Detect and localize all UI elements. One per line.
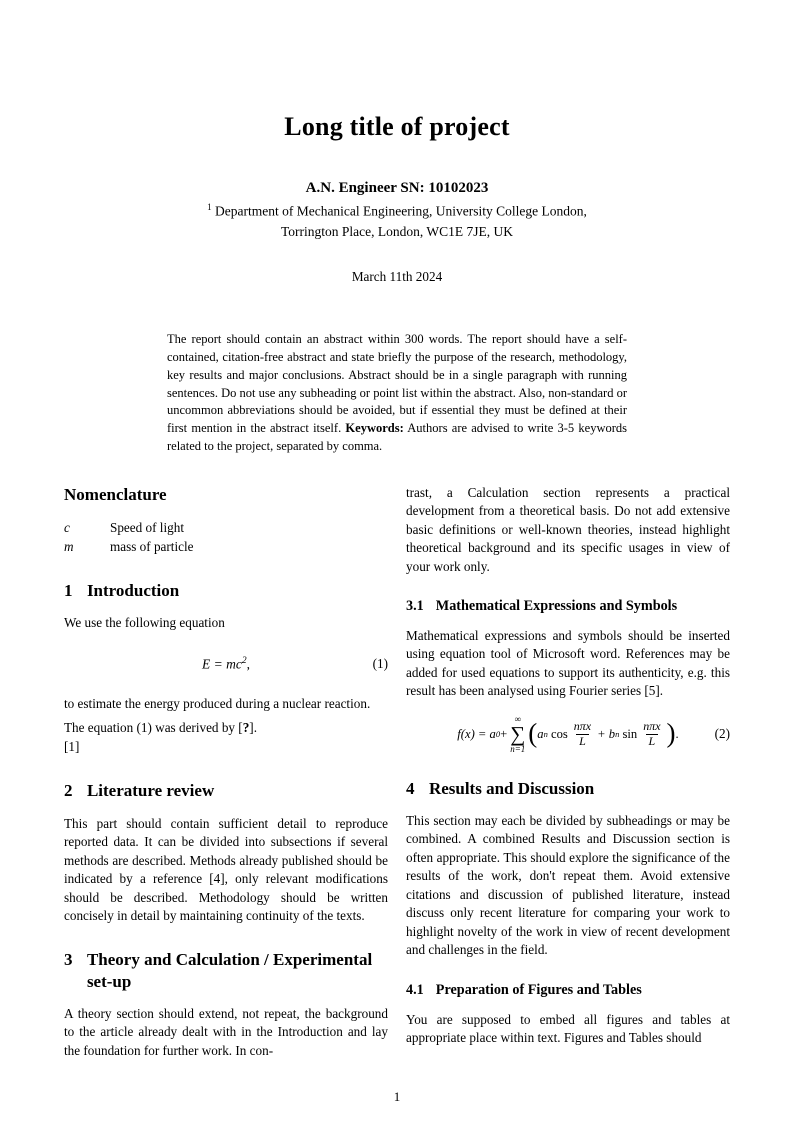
keywords-text: Authors are advised to write 3-5 keywords related to the project, separated by comma. [167, 421, 627, 453]
date-line: March 11th 2024 [351, 269, 443, 285]
heading-theory [64, 949, 388, 992]
affiliation-line2: Torrington Place, London, WC1E 7JE, UK [280, 224, 514, 240]
equation-1-tail: , [246, 656, 250, 672]
paragraph-intro-citation [64, 719, 388, 737]
affiliation-marker: 1 [207, 202, 212, 212]
nomenclature-row [64, 537, 388, 556]
heading-nomenclature-label: Nomenclature [64, 484, 167, 504]
two-column-layout [64, 482, 730, 1071]
affiliation-line1: Department of Mechanical Engineering, University College London, [211, 203, 587, 219]
paragraph-intro-reference: [1] [64, 738, 80, 754]
paragraph-theory-left: A theory section should extend, not repeat, the background to the article already dealt with in the Introduction and lay the foundation for further work. In con- [64, 1005, 388, 1058]
section-number: 2 [64, 781, 73, 801]
fraction-2 [640, 720, 663, 749]
term2-lead: + b [597, 726, 616, 741]
summation-upper-limit: ∞ [514, 713, 521, 724]
heading-nomenclature [64, 484, 388, 505]
equation-1-number: (1) [372, 655, 388, 671]
nomenclature-definition: Speed of light [110, 519, 184, 535]
section-title: Results and Discussion [428, 778, 595, 798]
sigma-symbol: ∑ [510, 721, 526, 746]
heading-math-expressions [406, 598, 730, 616]
section-number: 4 [406, 778, 415, 798]
term1-subscript: n [543, 729, 548, 740]
subsection-number: 4.1 [406, 981, 424, 998]
subsection-title: Preparation of Figures and Tables [435, 981, 642, 998]
heading-results [406, 778, 730, 799]
equation-2-lhs-subscript: 0 [495, 729, 501, 740]
affiliation [64, 201, 730, 243]
nomenclature-list [64, 518, 388, 556]
left-column [64, 482, 388, 1071]
right-column [406, 482, 730, 1071]
paragraph-figures: You are supposed to embed all figures and tables at appropriate place within text. Figures and Tables should [406, 1011, 730, 1046]
summation-lower-limit: n=1 [510, 743, 526, 754]
equation-2-plus: + [500, 726, 508, 741]
abstract [167, 331, 627, 455]
equation-2-tail: . [675, 726, 679, 741]
keywords-label: Keywords: [345, 421, 404, 436]
page-number: 1 [393, 1089, 401, 1104]
fraction-2-numerator: nπx [643, 718, 661, 733]
nomenclature-row [64, 518, 388, 537]
paragraph-results: This section may each be divided by subheadings or may be combined. A combined Results and Discussion section is often appropriate. This should explore the significance of the results of the work, don't repeat them. Avoid extensive citations and discussion of published literature, instead discuss only recent literature for comparing your work to highlight novelty of the work in view of recent development and challenges in the field. [406, 812, 730, 958]
paragraph-intro-continuation: to estimate the energy produced during a nuclear reaction. [64, 695, 371, 711]
subsection-title: Mathematical Expressions and Symbols [435, 598, 678, 615]
fraction-1-denominator: L [576, 734, 589, 749]
nomenclature-symbol: m [64, 538, 74, 554]
section-number: 1 [64, 581, 73, 601]
fraction-1-numerator: nπx [573, 718, 592, 733]
author-line [64, 180, 730, 197]
citation-text-post: ]. [249, 720, 257, 736]
heading-figures-tables [406, 982, 730, 1000]
summation-operator [510, 715, 525, 754]
term1-function: cos [551, 726, 568, 741]
abstract-text: The report should contain an abstract within 300 words. The report should have a self-contained, citation-free abstract and state briefly the purpose of the research, methodology, key results and major conclusions. Abstract should be in a single paragraph with running sentences. Do not use any subheading or point list within the abstract. Also, non-standard or uncommon abbreviations should be avoided, but if essential they must be defined at their first mention in the abstract itself. [167, 332, 627, 436]
equation-1-body [202, 656, 250, 673]
heading-literature-review [64, 780, 388, 801]
equation-1-expression: E = mc [202, 656, 242, 672]
equation-2: f(x) = a 0 + ∞ ∑ n=1 ( a n cos $\frac{\text{nπx}}{L}$ + b n sin $\frac{\text{nπx}}{L}$ ) . (2) [457, 713, 730, 754]
equation-1-exponent: 2 [241, 655, 247, 666]
nomenclature-symbol: c [64, 519, 70, 535]
term2-function: sin [622, 726, 638, 741]
equation-2-lhs: f(x) = a [457, 726, 496, 741]
section-title: Introduction [86, 581, 180, 601]
author-name: A.N. Engineer SN: 10102023 [305, 180, 489, 196]
subsection-number: 3.1 [406, 598, 424, 615]
paper-title: Long title of project [284, 112, 510, 141]
paragraph-math-expressions: Mathematical expressions and symbols should be inserted using equation tool of Microsoft word. References may be added for used equations to support its authenticity, e.g. this result has been analysed using Fourier series [5]. [406, 627, 730, 699]
heading-introduction [64, 580, 388, 601]
paragraph-intro-lead: We use the following equation [64, 615, 225, 631]
citation-missing-marker: ? [242, 720, 250, 736]
citation-text-pre: The equation (1) was derived by [ [64, 720, 243, 736]
section-title: Theory and Calculation / Experimental set-up [86, 950, 373, 991]
term2-subscript: n [615, 729, 620, 740]
term1-coefficient: a [537, 726, 544, 741]
fraction-2-denominator: L [646, 734, 659, 749]
paragraph-theory-right: trast, a Calculation section represents a practical development from a theoretical basis. Do not add extensive basic definitions or well-known theories, instead highlight theoretical background and its specific usages in view of your work only. [406, 484, 730, 574]
nomenclature-definition: mass of particle [110, 538, 194, 554]
section-number: 3 [64, 950, 73, 970]
paragraph-literature: This part should contain sufficient detail to reproduce reported data. It can be divided into subsections if several methods are described. Methods already published should be indicated by a reference [4], only relevant modifications should be described. Methodology should be written concisely in detail by maintaining continuity of the texts. [64, 815, 388, 923]
section-title: Literature review [86, 781, 215, 801]
equation-2-number: (2) [714, 726, 730, 742]
equation-1 [64, 647, 388, 681]
fraction-1 [571, 720, 594, 749]
